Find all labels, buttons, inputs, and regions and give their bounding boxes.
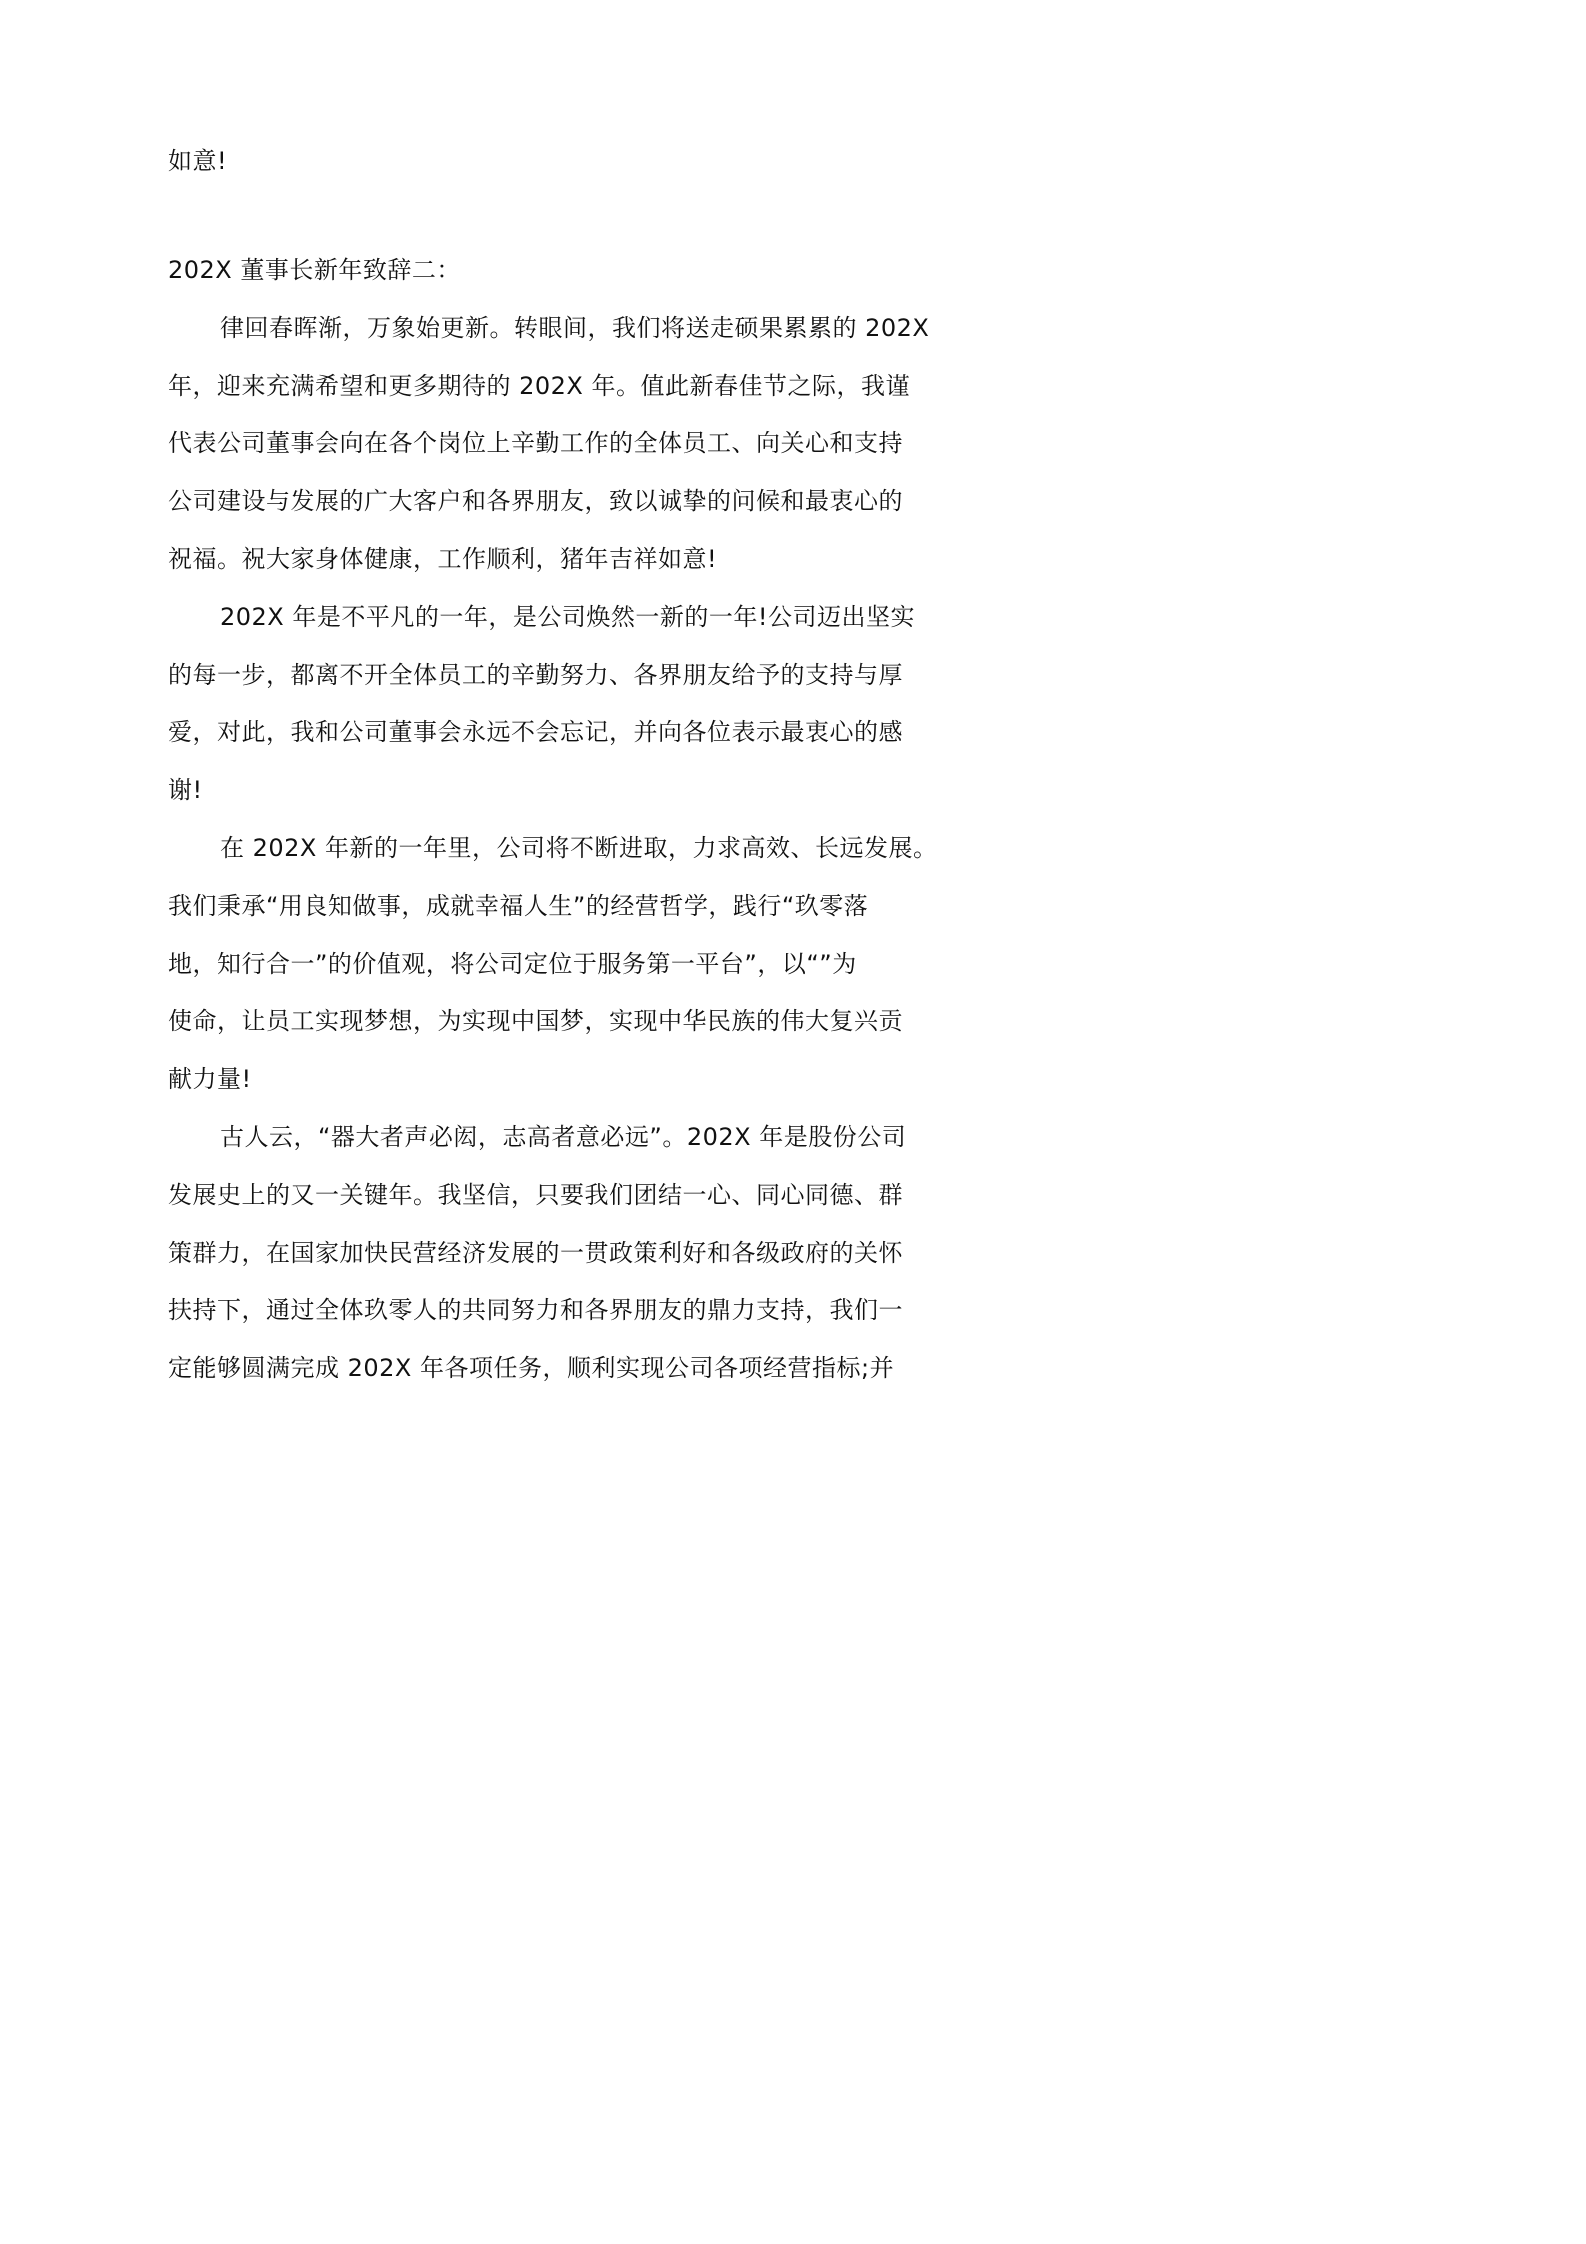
paragraph-3 (168, 820, 944, 1109)
paragraph-line: 谢! (168, 776, 203, 805)
paragraph-line: 律回春晖渐，万象始更新。转眼间，我们将送走硕果累累的 202X (220, 313, 930, 342)
paragraph-line: 祝福。祝大家身体健康，工作顺利，猪年吉祥如意! (168, 544, 718, 573)
paragraph-1 (168, 300, 944, 589)
paragraph-line: 在 202X 年新的一年里，公司将不断进取，力求高效、长远发展。 (220, 833, 938, 862)
paragraph-line: 扶持下，通过全体玖零人的共同努力和各界朋友的鼎力支持，我们一 (168, 1296, 903, 1325)
paragraph-line: 爱，对此，我和公司董事会永远不会忘记，并向各位表示最衷心的感 (168, 718, 903, 747)
paragraph-line: 代表公司董事会向在各个岗位上辛勤工作的全体员工、向关心和支持 (168, 429, 903, 458)
paragraph-line: 公司建设与发展的广大客户和各界朋友，致以诚挚的问候和最衷心的 (168, 487, 903, 516)
paragraph-line: 地，知行合一”的价值观，将公司定位于服务第一平台”，以“”为 (168, 949, 857, 978)
paragraph-line: 定能够圆满完成 202X 年各项任务，顺利实现公司各项经营指标;并 (168, 1354, 895, 1383)
section-heading: 202X 董事长新年致辞二： (168, 256, 461, 284)
closing-fragment: 如意! (168, 147, 228, 175)
document-body (168, 132, 944, 1398)
paragraph-line: 献力量! (168, 1065, 252, 1094)
paragraph-line: 的每一步，都离不开全体员工的辛勤努力、各界朋友给予的支持与厚 (168, 660, 903, 689)
document-page (0, 0, 1104, 1562)
paragraph-2 (168, 589, 944, 820)
paragraph-line: 使命，让员工实现梦想，为实现中国梦，实现中华民族的伟大复兴贡 (168, 1007, 903, 1036)
paragraph-line: 古人云，“器大者声必闳，志高者意必远”。202X 年是股份公司 (220, 1122, 907, 1151)
paragraph-line: 年，迎来充满希望和更多期待的 202X 年。值此新春佳节之际，我谨 (168, 371, 911, 400)
paragraph-line: 发展史上的又一关键年。我坚信，只要我们团结一心、同心同德、群 (168, 1180, 903, 1209)
paragraph-4 (168, 1109, 944, 1398)
paragraph-line: 我们秉承“用良知做事，成就幸福人生”的经营哲学，践行“玖零落 (168, 891, 869, 920)
paragraph-line: 202X 年是不平凡的一年，是公司焕然一新的一年!公司迈出坚实 (220, 602, 915, 631)
paragraph-line: 策群力，在国家加快民营经济发展的一贯政策利好和各级政府的关怀 (168, 1238, 903, 1267)
